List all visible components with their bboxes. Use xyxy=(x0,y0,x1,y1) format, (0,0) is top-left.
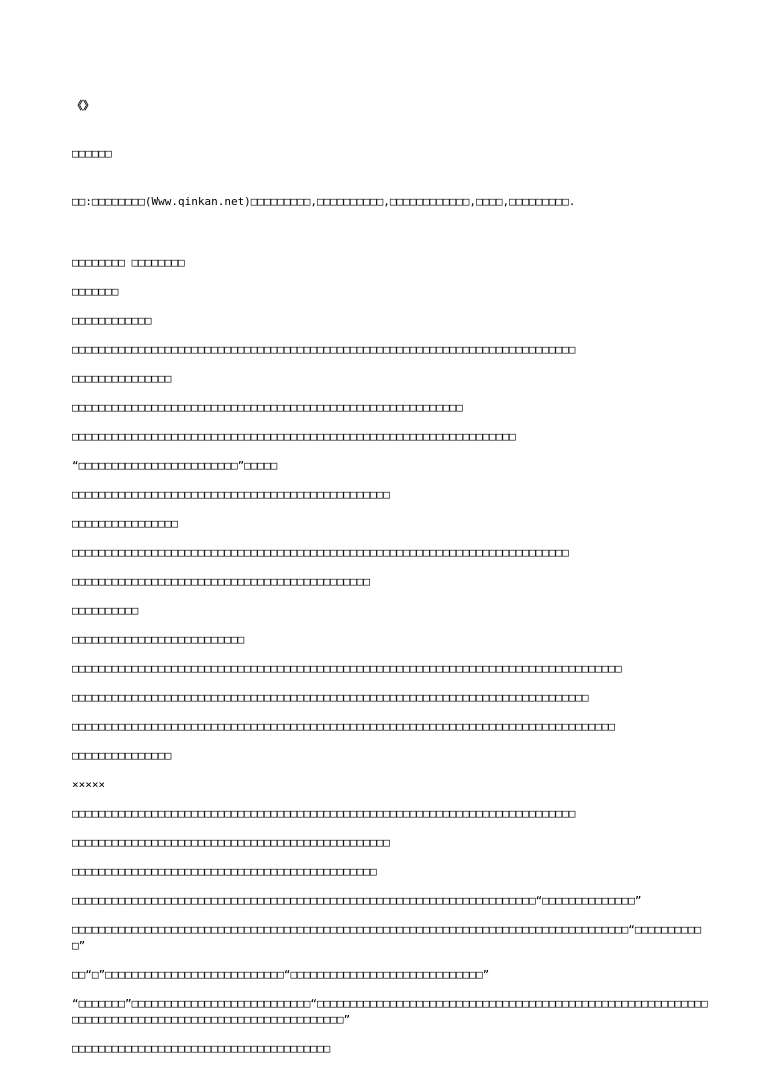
paragraph: □□□□□□□□□□□□□□□□□□□□□□□□□□□□□□□□□□□□□□□□□□□□□□□□□□□□□□□□□□□□□□□□□□□□□□□□□□□ xyxy=(72,546,569,559)
paragraph: □□□□□□□□□□□□□□□□□□□□□□□□□□□□□□□□□□□□□□□□□□□□□□□□ xyxy=(72,488,390,501)
paragraph: □□□□□□□□□□□□□□□□□□□□□□□□□□□□□□□□□□□□□□□□□□□□□□□□□□□□□□□□□□□□□□□□□□□□□□□□□□□□□□□□□□□□“□□□□□□□□□□□” xyxy=(72,923,702,952)
intro-line: □□:□□□□□□□□(Www.qinkan.net)□□□□□□□□□,□□□□□□□□□□,□□□□□□□□□□□□,□□□□,□□□□□□□□□. xyxy=(72,195,576,208)
document-title: 《》 xyxy=(72,99,94,112)
paragraph: □□□□□□□□□□□□□□□□□□□□□□□□□□□□□□□□□□□□□□□ xyxy=(72,1042,331,1055)
paragraph: □□□□□□□□□□□□□□□□□□□□□□□□□□□□□□□□□□□□□□□□□□□□□□□□□□□□□□□□□□□□□□□□□□□□□□□□□□□□ xyxy=(72,807,576,820)
paragraph: ××××× xyxy=(72,778,106,791)
paragraph: □□□□□□□□□□□□□□□ xyxy=(72,372,172,385)
paragraph: □□“□”□□□□□□□□□□□□□□□□□□□□□□□□□□□“□□□□□□□□□□□□□□□□□□□□□□□□□□□□□” xyxy=(72,968,490,981)
paragraph: “□□□□□□□”□□□□□□□□□□□□□□□□□□□□□□□□□□□“□□□□□□□□□□□□□□□□□□□□□□□□□□□□□□□□□□□□□□□□□□□□□□□□□□□□□□□□□□□□□□□□□□□□□□□□□□□□□□□□□□□□□□□□□□□□□□□□□□□□” xyxy=(72,997,708,1026)
paragraph: □□□□□□□□□□□□ xyxy=(72,314,152,327)
paragraph: □□□□□□□□□□□□□□□□□□□□□□□□□□□□□□□□□□□□□□□□□□□□□ xyxy=(72,575,371,588)
paragraph: □□□□□□□□□□□□□□□ xyxy=(72,749,172,762)
paragraph: □□□□□□□□□□□□□□□□□□□□□□□□□□ xyxy=(72,633,245,646)
paragraph: □□□□□□□□ □□□□□□□□ xyxy=(72,256,185,269)
paragraph: □□□□□□□□□□ xyxy=(72,604,139,617)
paragraph: □□□□□□□□□□□□□□□□□□□□□□□□□□□□□□□□□□□□□□□□□□□□□□□□□□□□□□□□□□□□□□□□□□□□□□□□□□□□□□□□□□ xyxy=(72,720,616,733)
paragraph: □□□□□□□□□□□□□□□□□□□□□□□□□□□□□□□□□□□□□□□□□□□□□□□□□□□□□□□□□□□□□□□□□□□□□□□□□□□□ xyxy=(72,343,576,356)
paragraph: □□□□□□□□□□□□□□□□□□□□□□□□□□□□□□□□□□□□□□□□□□□□□□□□□□□□□□□□□□□□□□□□□□□□□□“□□□□□□□□□□□□□□” xyxy=(72,894,642,907)
paragraph: □□□□□□□□□□□□□□□□ xyxy=(72,517,178,530)
paragraph: □□□□□□□ xyxy=(72,285,119,298)
paragraph: “□□□□□□□□□□□□□□□□□□□□□□□□”□□□□□ xyxy=(72,459,278,472)
paragraph: □□□□□□□□□□□□□□□□□□□□□□□□□□□□□□□□□□□□□□□□□□□□□□□□□□□□□□□□□□□ xyxy=(72,401,463,414)
paragraph: □□□□□□□□□□□□□□□□□□□□□□□□□□□□□□□□□□□□□□□□□□□□□□□□ xyxy=(72,836,390,849)
paragraph: □□□□□□□□□□□□□□□□□□□□□□□□□□□□□□□□□□□□□□□□□□□□□□□□□□□□□□□□□□□□□□□□□□□□□□□□□□□□□□□□□□□ xyxy=(72,662,622,675)
paragraph: □□□□□□□□□□□□□□□□□□□□□□□□□□□□□□□□□□□□□□□□□□□□□□□□□□□□□□□□□□□□□□□□□□□□□□□□□□□□□□ xyxy=(72,691,589,704)
paragraph-list xyxy=(72,255,712,1057)
document-page xyxy=(72,66,712,1086)
paragraph: □□□□□□□□□□□□□□□□□□□□□□□□□□□□□□□□□□□□□□□□□□□□□□ xyxy=(72,865,377,878)
document-subtitle: □□□□□□ xyxy=(72,147,112,160)
paragraph: □□□□□□□□□□□□□□□□□□□□□□□□□□□□□□□□□□□□□□□□□□□□□□□□□□□□□□□□□□□□□□□□□□□ xyxy=(72,430,516,443)
